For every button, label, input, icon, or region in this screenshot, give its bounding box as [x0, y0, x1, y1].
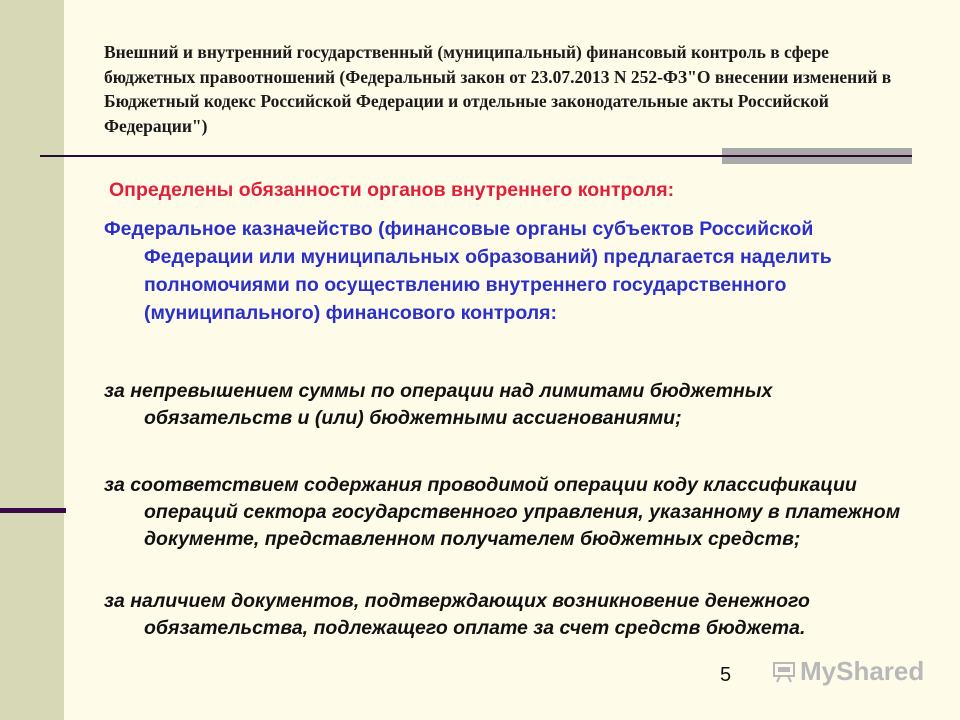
- slide-title: Внешний и внутренний государственный (муниципальный) финансовый контроль в сфере бюджетных правоотношений (Федеральный закон от 23.07.2013 N 252-ФЗ"О внесении изменений в Бюджетный кодекс Российской Федерации и отдельные законодательные акты Российской Федерации"): [104, 42, 892, 136]
- watermark-logo: [772, 656, 924, 687]
- list-item: за непревышением суммы по операции над лимитами бюджетных обязательств и (или) бюджетными ассигнованиями;: [104, 380, 773, 429]
- sidebar-accent-line: [0, 508, 66, 513]
- presentation-board-icon: [772, 660, 796, 684]
- sidebar-band: [0, 0, 64, 720]
- subheading: Определены обязанности органов внутреннего контроля:: [109, 179, 675, 201]
- list-item: за соответствием содержания проводимой операции коду классификации операций сектора государственного управления, указанному в платежном документе, представленном получателем бюджетных средств;: [104, 474, 901, 550]
- title-divider: [40, 155, 912, 157]
- page-number: 5: [720, 664, 732, 686]
- main-paragraph: Федеральное казначейство (финансовые органы субъектов Российской Федерации или муниципальных образований) предлагается наделить полномочиями по осуществлению внутреннего государственного (муниципального) финансового контроля:: [104, 218, 832, 324]
- list-item: за наличием документов, подтверждающих возникновение денежного обязательства, подлежащего оплате за счет средств бюджета.: [104, 590, 810, 639]
- watermark-text: MyShared: [800, 656, 925, 686]
